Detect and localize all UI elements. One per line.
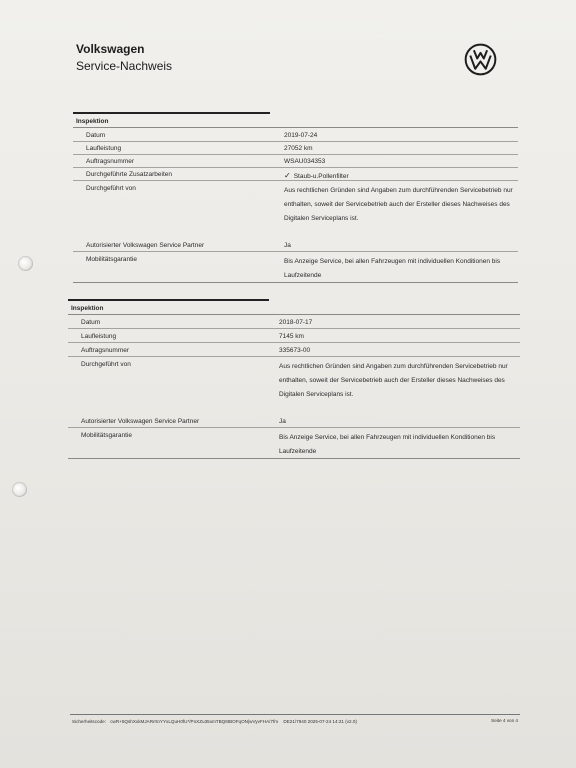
punch-hole [12,482,27,497]
brand-name: Volkswagen [76,42,145,56]
row-value: Ja [279,418,286,425]
row-label: Durchgeführte Zusatzarbeiten [86,171,172,178]
row-label: Datum [81,319,101,326]
vw-logo-icon [464,43,497,76]
inspection-section-2 [68,299,520,461]
checkmark-icon: ✓ [284,171,291,180]
row-value: 27052 km [284,145,313,152]
punch-hole [18,256,33,271]
section-rule [68,314,520,315]
section-top-bar [68,299,269,301]
row-label: Laufleistung [86,145,122,152]
section-title: Inspektion [71,305,104,312]
row-value: Ja [284,242,291,249]
row-value: WSAU034353 [284,158,326,165]
row-label: Laufleistung [81,333,117,340]
brand-header [76,42,172,73]
inspection-section-1 [73,112,518,284]
section-bottom-rule [73,282,518,283]
footer-stamp: DE21/7940 2025-07-24 14:21 (v2.0) [283,719,357,724]
footer-rule [70,714,520,715]
row-label: Auftragsnummer [81,347,130,354]
row-value: 335673-00 [279,347,311,354]
row-value: Aus rechtlichen Gründen sind Angaben zum durchführenden Servicebetrieb nur enthalten, soweit der Servicebetrieb auch der Ersteller dieses Nachweises des Digitalen Serviceplans ist. [279,363,508,398]
section-title: Inspektion [76,118,109,125]
section-rule [73,127,518,128]
security-code [72,719,357,724]
row-value [284,171,349,180]
row-label: Autorisierter Volkswagen Service Partner [81,418,200,425]
row-value: 2019-07-24 [284,132,318,139]
security-code-value: cwR+5QshXxkMJARrrtnYYxLQuH0fU*/PoXZu35xmTBQ6tBOFqON|wVyvFHA/7fm [110,719,279,724]
row-value: 7145 km [279,333,304,340]
section-top-bar [73,112,270,114]
row-label: Mobilitätsgarantie [81,432,132,439]
page-number: Seite 4 von 4 [491,718,518,723]
row-label: Autorisierter Volkswagen Service Partner [86,242,205,249]
zusatzarbeit-text: Staub-u.Pollenfilter [293,173,349,180]
row-value: Bis Anzeige Service, bei allen Fahrzeugen mit individuellen Konditionen bis Laufzeitende [284,258,501,279]
row-value: 2018-07-17 [279,319,313,326]
row-value: Aus rechtlichen Gründen sind Angaben zum durchführenden Servicebetrieb nur enthalten, soweit der Servicebetrieb auch der Ersteller dieses Nachweises des Digitalen Serviceplans ist. [284,187,513,222]
security-code-label: Sicherheitscode: [72,719,106,724]
row-label: Durchgeführt von [86,185,136,192]
row-value: Bis Anzeige Service, bei allen Fahrzeugen mit individuellen Konditionen bis Laufzeitende [279,434,496,455]
document-subtitle: Service-Nachweis [76,59,173,73]
row-label: Datum [86,132,106,139]
row-label: Durchgeführt von [81,361,131,368]
section-bottom-rule [68,458,520,459]
row-label: Mobilitätsgarantie [86,256,137,263]
row-label: Auftragsnummer [86,158,135,165]
